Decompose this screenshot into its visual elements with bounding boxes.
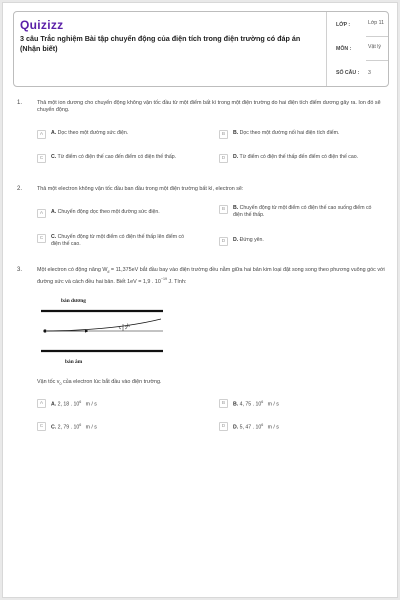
answer-option-a[interactable]: A A. 2, 18 . $10^6$ m / s bbox=[37, 399, 191, 409]
trajectory-curve bbox=[47, 319, 161, 331]
answer-option-d[interactable]: D D. 5, 47 . $10^6$ m / s bbox=[219, 422, 373, 432]
answer-option-b[interactable]: B B. Dọc theo một đường nối hai điện tích điểm. bbox=[219, 130, 398, 139]
question-text: Thả một electron không vận tốc đầu ban đầu trong một điện trường bất kì, electron sẽ: bbox=[37, 186, 244, 192]
class-label: LỚP : bbox=[336, 22, 351, 28]
answer-option-d[interactable]: D D. Từ điểm có điện thế thấp đến điểm có điện thế cao. bbox=[219, 154, 373, 163]
option-text: Chuyển động dọc theo một đường sức điện. bbox=[57, 209, 160, 215]
page-title: 3 câu Trắc nghiệm Bài tập chuyển động của điện tích trong điện trường có đáp án (Nhận biết) bbox=[20, 34, 301, 53]
sub-question-text: Vận tốc $v_0$ của electron lúc bắt đầu vào điện trường. bbox=[37, 379, 162, 387]
answer-option-b[interactable]: B B. 4, 75 . $10^6$ m / s bbox=[219, 399, 373, 409]
option-letter-box[interactable]: B bbox=[219, 399, 228, 408]
header-divider bbox=[326, 12, 327, 86]
answer-option-c[interactable]: C C. Chuyển động từ một điểm có điện thế thấp lên điểm có điện thế cao. bbox=[37, 234, 191, 248]
subject-underline bbox=[366, 60, 388, 61]
class-value: Lớp 11 bbox=[368, 20, 384, 26]
count-value: 3 bbox=[368, 70, 371, 76]
option-text: Dọc theo một đường nối hai điện tích điểm. bbox=[239, 130, 340, 136]
option-text: Chuyển động từ một điểm có điện thế cao xuống điểm có điện thế thấp. bbox=[233, 205, 372, 218]
answer-option-d[interactable]: D D. Đứng yên. bbox=[219, 237, 373, 246]
option-letter-box[interactable]: A bbox=[37, 130, 46, 139]
option-text: Đứng yên. bbox=[239, 237, 264, 243]
answer-option-a[interactable]: A A. Chuyển động dọc theo một đường sức điện. bbox=[37, 209, 191, 218]
option-text: Từ điểm có điện thế thấp đến điểm có điện thế cao. bbox=[239, 154, 359, 160]
option-letter-box[interactable]: B bbox=[219, 205, 228, 214]
option-letter-box[interactable]: D bbox=[219, 154, 228, 163]
option-letter-box[interactable]: C bbox=[37, 154, 46, 163]
question-number: 1. bbox=[17, 100, 23, 106]
option-letter-box[interactable]: D bbox=[219, 422, 228, 431]
question-number: 3. bbox=[17, 267, 23, 273]
option-letter-box[interactable]: C bbox=[37, 422, 46, 431]
question-text: Thả một ion dương cho chuyển động không vận tốc đầu từ một điểm bất kì trong một điện trường do hai điện tích điểm dương gây ra. Ion đó sẽ chuyển động. bbox=[37, 100, 381, 114]
capacitor-diagram bbox=[37, 295, 177, 373]
class-underline bbox=[366, 36, 388, 37]
option-letter-box[interactable]: D bbox=[219, 237, 228, 246]
question-number: 2. bbox=[17, 186, 23, 192]
option-text: Từ điểm có điện thế cao đến điểm có điện thế thấp. bbox=[57, 154, 177, 160]
capacitor-figure bbox=[37, 295, 177, 373]
electron-dot bbox=[43, 329, 46, 332]
subject-label: MÔN : bbox=[336, 46, 352, 52]
option-text: Chuyển động từ một điểm có điện thế thấp lên điểm có điện thế cao. bbox=[51, 234, 184, 247]
option-text: Dọc theo một đường sức điện. bbox=[57, 130, 129, 136]
option-letter-box[interactable]: B bbox=[219, 130, 228, 139]
negative-plate-label: bản âm bbox=[65, 359, 83, 365]
subject-value: Vật lý bbox=[368, 44, 381, 50]
answer-option-c[interactable]: C C. 2, 79 . $10^6$ m / s bbox=[37, 422, 191, 432]
deflection-label: h bbox=[127, 323, 130, 329]
positive-plate-label: bản dương bbox=[61, 298, 86, 304]
option-letter-box[interactable]: A bbox=[37, 399, 46, 408]
answer-option-c[interactable]: C C. Từ điểm có điện thế cao đến điểm có điện thế thấp. bbox=[37, 154, 191, 163]
option-letter-box[interactable]: C bbox=[37, 234, 46, 243]
answer-option-a[interactable]: A A. Dọc theo một đường sức điện. bbox=[37, 130, 191, 139]
count-label: SỐ CÂU : bbox=[336, 70, 360, 76]
worksheet-page bbox=[2, 2, 398, 598]
worksheet-header bbox=[13, 11, 389, 87]
option-letter-box[interactable]: A bbox=[37, 209, 46, 218]
answer-option-b[interactable]: B B. Chuyển động từ một điểm có điện thế cao xuống điểm có điện thế thấp. bbox=[219, 205, 373, 219]
question-text: Một electron có động năng $W_đ = 11,375eV$ bắt đầu bay vào điện trường đều nằm giữa hai bản kim loại đặt song song theo phương vuông góc với đường sức và cách đều hai bản. Biết 1eV = 1,9 . $10^{-19}$ J. Tính: bbox=[37, 267, 385, 286]
quizizz-logo: Quizizz bbox=[20, 18, 64, 32]
